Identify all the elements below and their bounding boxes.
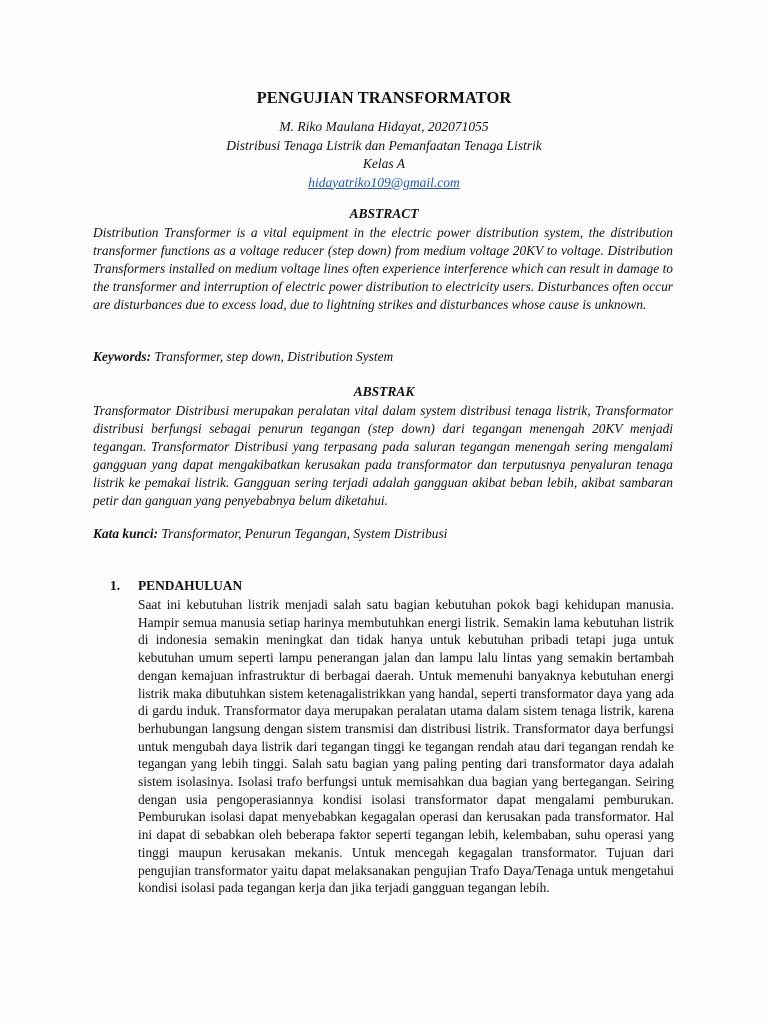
kata-kunci-value: Transformator, Penurun Tegangan, System Distribusi — [158, 526, 448, 541]
paper-title: PENGUJIAN TRANSFORMATOR — [256, 88, 512, 107]
section-heading — [110, 578, 242, 594]
section-title: PENDAHULUAN — [138, 578, 243, 593]
author-name: M. Riko Maulana Hidayat, 202071055 — [279, 119, 489, 134]
author-class: Kelas A — [362, 156, 406, 171]
kata-kunci-label: Kata kunci: — [93, 526, 159, 541]
author-block — [0, 118, 768, 192]
keywords-value: Transformer, step down, Distribution System — [151, 349, 394, 364]
author-program: Distribusi Tenaga Listrik dan Pemanfaatan Tenaga Listrik — [226, 137, 542, 153]
abstract-heading: ABSTRACT — [349, 206, 419, 221]
abstract-keywords — [93, 349, 673, 365]
abstrak-text: Transformator Distribusi merupakan peralatan vital dalam system distribusi tenaga listrik, Transformator distribusi berfungsi sebagai penurun tegangan (step down) dari tegangan menengah 20KV menjadi tegangan. Transformator Distribusi yang terpasang pada saluran tegangan menengah sering mengalami gangguan yang dapat mengakibatkan kerusakan pada transformator dan terputusnya penyaluran tenaga listrik ke pemakai listrik. Gangguan sering terjadi adalah gangguan akibat beban lebih, akibat sambaran petir dan ganguan yang penyebabnya belum diketahui. — [93, 403, 673, 509]
section-number: 1. — [110, 578, 121, 593]
author-email-link[interactable]: hidayatriko109@gmail.com — [308, 174, 460, 190]
keywords-label: Keywords: — [93, 349, 152, 364]
abstrak-keywords — [93, 526, 673, 542]
abstract-text: Distribution Transformer is a vital equipment in the electric power distribution system, the distribution transformer functions as a voltage reducer (step down) from medium voltage 20KV to voltage. Distribution Transformers installed on medium voltage lines often experience interference which can result in damage to the transformer and interruption of electric power distribution to electricity users. Disturbances often occur are disturbances due to excess load, due to lightning strikes and disturbances whose cause is unknown. — [93, 225, 673, 313]
abstrak-heading: ABSTRAK — [353, 384, 415, 399]
section-body-text: Saat ini kebutuhan listrik menjadi salah satu bagian kebutuhan pokok bagi kehidupan manusia. Hampir semua manusia setiap harinya membutuhkan energi listrik. Semakin lama kebutuhan listrik di indonesia semakin meningkat dan tidak hanya untuk kebutuhan pribadi tetapi juga untuk kebutuhan umum seperti lampu penerangan jalan dan lampu lalu lintas yang semakin bertambah dengan kemajuan infrastruktur di berbagai daerah. Untuk memenuhi banyaknya kebutuhan energi listrik maka dibutuhkan sistem ketenagalistrikkan yang handal, seperti transformator daya yang ada di gardu induk. Transformator daya merupakan peralatan utama dalam sistem tenaga listrik, karena berhubungan langsung dengan sistem transmisi dan distribusi listrik. Transformator daya berfungsi untuk mengubah daya listrik dari tegangan tinggi ke tegangan rendah atau dari tegangan rendah ke tegangan yang lebih tinggi. Salah satu bagian yang paling penting dari transformator daya adalah sistem isolasinya. Isolasi trafo berfungsi untuk memisahkan dua bagian yang bertegangan. Seiring dengan usia pengoperasiannya kondisi isolasi transformator dapat mengalami pemburukan. Pemburukan isolasi dapat menyebabkan kegagalan operasi dan kerusakan pada transformator. Hal ini dapat di sebabkan oleh beberapa faktor seperti tegangan lebih, kelembaban, suhu operasi yang tinggi maupun kerusakan mekanis. Untuk mencegah kegagalan transformator. Tujuan dari pengujian transformator yaitu dapat melaksanakan pengujian Trafo Daya/Tenaga untuk mengetahui kondisi isolasi pada tegangan kerja dan jika terjadi gangguan tegangan lebih. — [138, 597, 674, 896]
